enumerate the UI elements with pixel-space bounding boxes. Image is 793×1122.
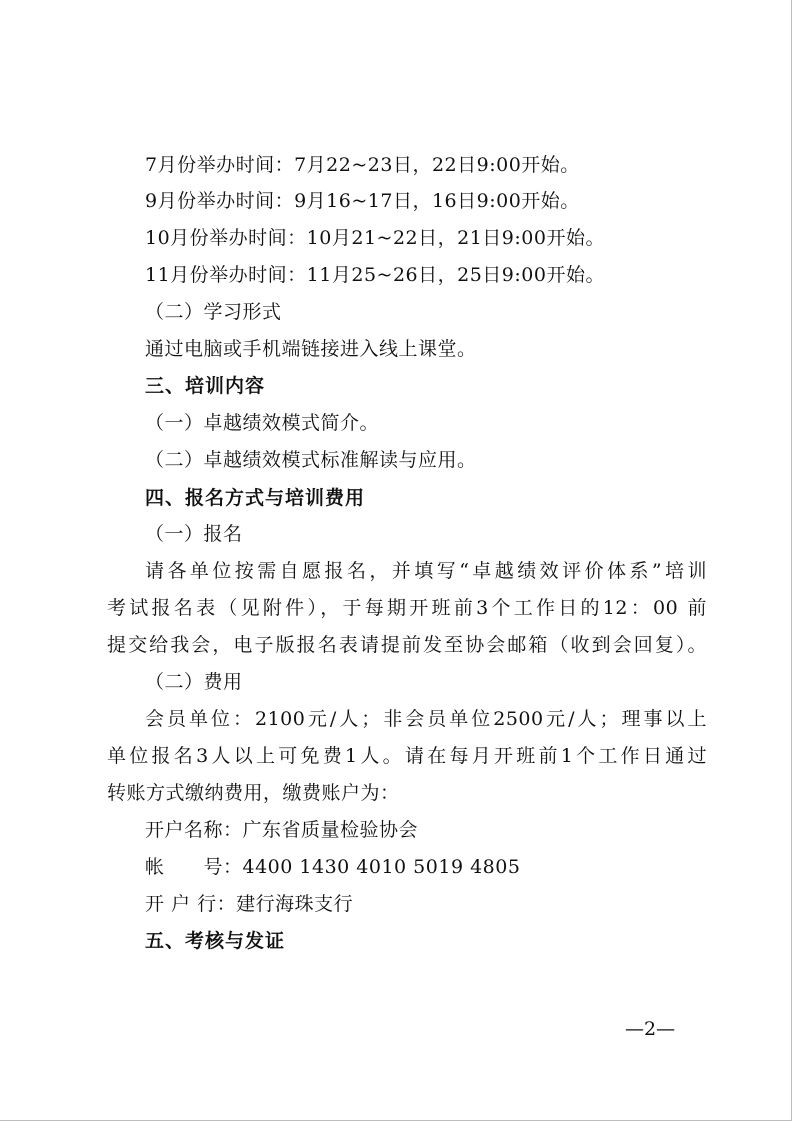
signup-heading: （一）报名 bbox=[145, 523, 243, 545]
section-five-heading: 五、考核与发证 bbox=[145, 930, 286, 952]
page-number: —2— bbox=[625, 1018, 676, 1040]
section-three-heading: 三、培训内容 bbox=[145, 375, 266, 397]
account-name: 开户名称：广东省质量检验协会 bbox=[145, 819, 419, 841]
account-number: 帐 号：4400 1430 4010 5019 4805 bbox=[145, 856, 521, 878]
fee-heading: （二）费用 bbox=[145, 671, 243, 693]
signup-line-2: 考试报名表（见附件），于每期开班前3个工作日的12：00 前 bbox=[107, 597, 707, 619]
section-four-heading: 四、报名方式与培训费用 bbox=[145, 487, 366, 509]
schedule-september: 9月份举办时间：9月16~17日，16日9:00开始。 bbox=[145, 190, 580, 212]
content-item-1: （一）卓越绩效模式简介。 bbox=[145, 412, 380, 434]
study-form-heading: （二）学习形式 bbox=[145, 301, 282, 323]
account-bank: 开 户 行：建行海珠支行 bbox=[145, 893, 354, 915]
fee-line-3: 转账方式缴纳费用，缴费账户为： bbox=[107, 782, 400, 804]
fee-line-2: 单位报名3人以上可免费1人。请在每月开班前1个工作日通过 bbox=[107, 745, 707, 767]
schedule-november: 11月份举办时间：11月25~26日，25日9:00开始。 bbox=[145, 264, 605, 286]
schedule-july: 7月份举办时间：7月22~23日，22日9:00开始。 bbox=[145, 154, 580, 176]
content-item-2: （二）卓越绩效模式标准解读与应用。 bbox=[145, 449, 477, 471]
fee-line-1: 会员单位：2100元/人；非会员单位2500元/人；理事以上 bbox=[145, 708, 707, 730]
signup-line-1: 请各单位按需自愿报名，并填写“卓越绩效评价体系”培训 bbox=[145, 560, 707, 582]
study-form-text: 通过电脑或手机端链接进入线上课堂。 bbox=[145, 338, 477, 360]
signup-line-3: 提交给我会，电子版报名表请提前发至协会邮箱（收到会回复）。 bbox=[107, 634, 707, 656]
schedule-october: 10月份举办时间：10月21~22日，21日9:00开始。 bbox=[145, 227, 605, 249]
